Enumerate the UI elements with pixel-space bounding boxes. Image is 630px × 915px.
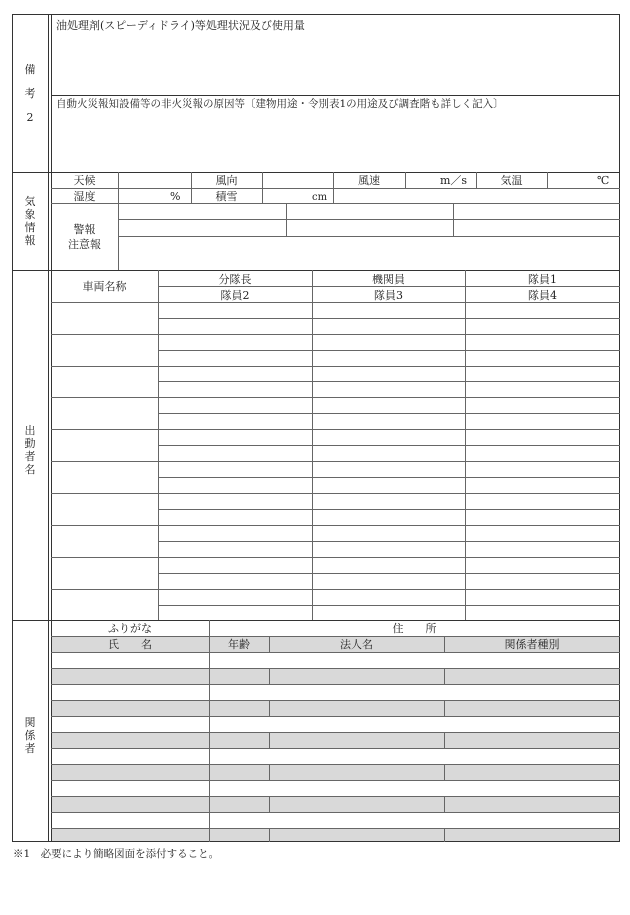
crew-header-bunta: 分隊長	[218, 273, 252, 286]
weather-tenko-field[interactable]	[119, 173, 190, 187]
crew-header-tai1: 隊員1	[528, 273, 557, 286]
weather-fuko-field[interactable]	[263, 173, 332, 187]
weather-label-2: 象	[24, 208, 36, 221]
type-header: 関係者種別	[504, 638, 560, 651]
weather-sekisetsu-field[interactable]	[263, 189, 310, 202]
crew-header-tai3: 隊員3	[374, 289, 403, 302]
corp-header: 法人名	[340, 638, 373, 651]
weather-tenko-label: 天候	[73, 174, 96, 187]
name-header: 氏 名	[108, 638, 152, 651]
address-header: 住 所	[392, 622, 437, 635]
persons-label-2: 係	[24, 729, 36, 742]
crew-label-4: 名	[24, 463, 36, 476]
oil-treatment-field[interactable]	[52, 36, 619, 94]
weather-fuko-label: 風向	[215, 174, 238, 187]
weather-kion-label: 気温	[500, 174, 523, 187]
weather-shitsudo-unit: %	[170, 190, 181, 203]
weather-fusoku-unit: m／s	[440, 174, 468, 187]
crew-header-tai4: 隊員4	[528, 289, 557, 302]
footnote: ※1 必要により簡略図面を添付すること。	[13, 848, 220, 860]
weather-sekisetsu-label: 積雪	[215, 190, 238, 203]
crew-label-1: 出	[24, 424, 36, 437]
crew-label-2: 動	[24, 437, 36, 450]
weather-label-3: 情	[24, 221, 36, 234]
weather-keiho-label: 警報	[73, 223, 96, 236]
crew-label-3: 者	[24, 450, 36, 463]
weather-fusoku-field[interactable]	[406, 173, 438, 187]
weather-shitsudo-field[interactable]	[119, 189, 168, 202]
vehicle-name-header: 車両名称	[82, 280, 127, 293]
weather-chuiho-label: 注意報	[68, 238, 101, 251]
persons-label-1: 関	[24, 716, 36, 729]
warning-field[interactable]	[119, 204, 619, 269]
weather-fusoku-label: 風速	[358, 174, 380, 187]
weather-label-1: 気	[24, 195, 36, 208]
crew-header-tai2: 隊員2	[220, 289, 250, 302]
false-alarm-cause-label: 自動火災報知設備等の非火災報の原因等〔建物用途・令別表1の用途及び調査階も詳しく記入〕	[56, 98, 504, 110]
false-alarm-cause-field[interactable]	[52, 114, 619, 170]
biko-label-1: 備	[24, 63, 36, 76]
weather-shitsudo-label: 湿度	[73, 190, 96, 203]
weather-sekisetsu-unit: cm	[312, 192, 328, 203]
persons-label-3: 者	[24, 742, 36, 755]
crew-header-kikan: 機関員	[372, 273, 405, 286]
weather-label-4: 報	[24, 234, 36, 247]
furigana-header: ふりがな	[108, 622, 152, 635]
label-column-line	[48, 14, 49, 842]
biko-label-2: 考	[24, 87, 36, 100]
age-header: 年齢	[228, 638, 250, 651]
weather-kion-field[interactable]	[548, 173, 595, 187]
biko-label-3: 2	[26, 111, 34, 124]
weather-kion-unit: ℃	[597, 174, 610, 187]
oil-treatment-label: 油処理剤(スピーディドライ)等処理状況及び使用量	[56, 19, 305, 32]
